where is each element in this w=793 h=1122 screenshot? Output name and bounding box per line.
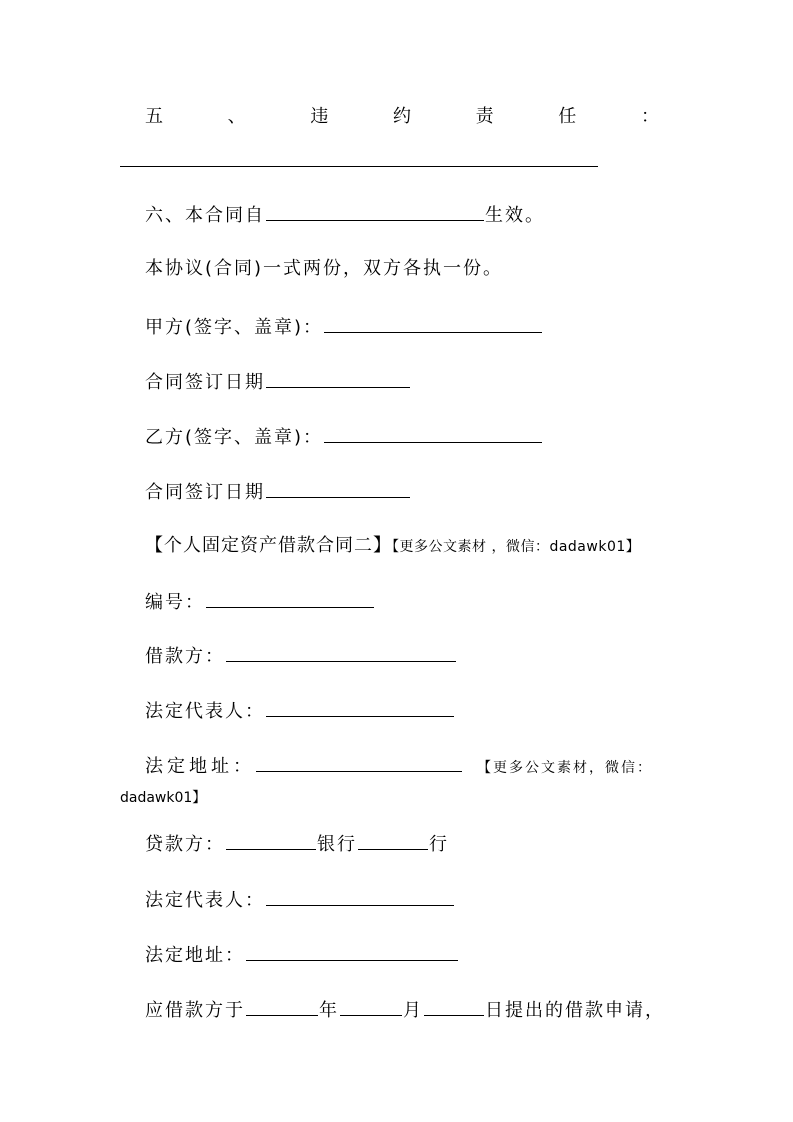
legal-rep-1-line (145, 698, 455, 724)
promo-note-2-wrap: dadawk01】 (120, 790, 207, 806)
date-a-label: 合同签订日期 (145, 372, 265, 393)
borrower-blank (226, 643, 456, 662)
lender-label: 贷款方： (145, 834, 225, 855)
application-line (145, 997, 665, 1023)
clause-5-char: 、 (227, 106, 246, 127)
clause-5-char: 约 (392, 106, 411, 127)
lender-branch-word: 行 (429, 834, 449, 855)
promo-note-2: 【更多公文素材，微信： (477, 760, 653, 776)
legal-rep-1-blank (266, 698, 454, 717)
party-a-line (145, 314, 543, 340)
number-line (145, 589, 375, 615)
application-day-blank (424, 997, 484, 1016)
party-a-signature-blank (324, 314, 542, 333)
legal-rep-1-label: 法定代表人： (145, 701, 265, 722)
section-2-title: 【个人固定资产借款合同二】 (145, 535, 392, 556)
clause-5-char: 任 (558, 106, 577, 127)
clause-6-suffix: 生效。 (485, 205, 545, 226)
clause-6-prefix: 六、本合同自 (145, 205, 265, 226)
address-2-blank (246, 942, 458, 961)
address-1-label: 法定地址： (145, 756, 255, 777)
legal-rep-2-line (145, 887, 455, 913)
date-a-line (145, 369, 411, 395)
address-1-blank (256, 753, 462, 772)
date-b-label: 合同签订日期 (145, 482, 265, 503)
application-prefix: 应借款方于 (145, 1000, 245, 1021)
legal-rep-2-blank (266, 887, 454, 906)
clause-6 (145, 202, 545, 228)
number-blank (206, 589, 374, 608)
clause-5-char: 责 (475, 106, 494, 127)
section-2-heading (145, 534, 640, 559)
lender-branch-blank (358, 831, 428, 850)
date-a-blank (266, 369, 410, 388)
clause-5-char: 违 (310, 106, 329, 127)
number-label: 编号： (145, 592, 205, 613)
promo-note: 【更多公文素材 ，微信：dadawk01】 (392, 539, 641, 555)
address-1-line (145, 753, 653, 780)
party-b-label: 乙方(签字、盖章)： (145, 427, 324, 448)
application-day-word: 日提出的借款申请， (485, 1000, 665, 1021)
application-year-blank (246, 997, 318, 1016)
party-a-label: 甲方(签字、盖章)： (145, 317, 324, 338)
clause-5-heading (145, 105, 659, 129)
lender-bank-word: 银行 (317, 834, 357, 855)
application-month-word: 月 (403, 1000, 423, 1021)
lender-line (145, 831, 449, 857)
lender-bank-blank (226, 831, 316, 850)
address-2-line (145, 942, 459, 968)
party-b-line (145, 424, 543, 450)
application-month-blank (340, 997, 402, 1016)
address-2-label: 法定地址： (145, 945, 245, 966)
effective-date-blank (266, 202, 484, 221)
copies-clause: 本协议(合同)一式两份，双方各执一份。 (145, 258, 504, 279)
date-b-blank (266, 479, 410, 498)
date-b-line (145, 479, 411, 505)
borrower-label: 借款方： (145, 646, 225, 667)
party-b-signature-blank (324, 424, 542, 443)
application-year-word: 年 (319, 1000, 339, 1021)
borrower-line (145, 643, 457, 669)
clause-5-char: ： (640, 106, 659, 127)
clause-5-blank (120, 166, 598, 167)
clause-5-char: 五 (145, 106, 163, 127)
legal-rep-2-label: 法定代表人： (145, 890, 265, 911)
